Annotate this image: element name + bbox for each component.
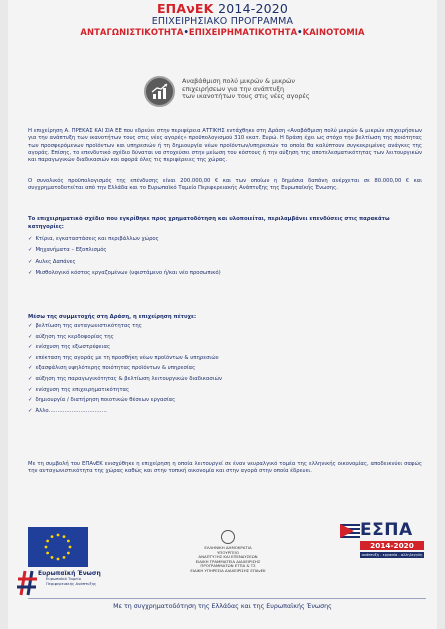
axis-innovation: ΚΑΙΝΟΤΟΜΙΑ: [302, 27, 365, 37]
checkmark-icon: ✓: [28, 354, 33, 361]
achievement-item: [28, 385, 422, 396]
investment-categories-list: [28, 234, 422, 279]
achievement-item: [28, 363, 422, 374]
achievement-item: [28, 342, 422, 353]
investment-category-item-label: Μηχανήματα – Εξοπλισμός: [35, 247, 107, 254]
poster-page: [8, 0, 437, 629]
achievement-item-label: αύξηση της κερδοφορίας της: [35, 333, 114, 340]
checkmark-icon: ✓: [28, 269, 33, 276]
intro-paragraph: Η επιχείρηση Α. ΠΡΕΚΑΣ ΚΑΙ ΣΙΑ ΕΕ που εδρεύει στην περιφέρεια ΑΤΤΙΚΗΣ εντάχθηκε στη Δράση «Αναβάθμιση πολύ μικρών & μικρών επιχειρήσεων για την ανάπτυξη των ικανοτήτων τους στις νέες αγορές» προϋπολογισμού 310 εκατ. Ευρώ. Η δράση έχει ως στόχο την βελτίωση της ποιότητας των προσφερόμενων προϊόντων και υπηρεσιών ή τη δημιουργία νέων προϊόντων/υπηρεσιών τα οποία θα καλύπτουν συγκεκριμένες ανάγκες της αγοράς. Επίσης, το επενδυτικό σχέδιο δύναται να στοχεύσει στην μείωση του κόστους ή την αύξηση της αποτελεσματικότητας των λειτουργικών και παραγωγικών διαδικασιών και αφορά όλες τις περιφέρειες της χώρας.: [28, 128, 422, 164]
gr-line-6: ΕΙΔΙΚΗ ΥΠΗΡΕΣΙΑ ΔΙΑΧΕΙΡΙΣΗΣ ΕΠΑνΕΚ: [190, 567, 266, 573]
axis-competitiveness: ΑΝΤΑΓΩΝΙΣΤΙΚΟΤΗΤΑ: [80, 27, 184, 37]
checkmark-icon: ✓: [28, 386, 33, 393]
programme-axes: [8, 27, 437, 37]
espa-tagline: ανάπτυξη - εργασία - αλληλεγγύη: [361, 553, 423, 557]
action-banner-text: [182, 78, 310, 101]
achievement-item-label: ενίσχυση της εξωστρέφειας: [35, 344, 111, 351]
cofunding-footer: Με τη συγχρηματοδότηση της Ελλάδας και της Ευρωπαϊκής Ένωσης: [113, 603, 332, 610]
eu-star: [63, 556, 66, 559]
greek-ministry-logo: [178, 530, 278, 574]
investment-category-item-label: Αυλες Δαπάνες: [35, 258, 76, 265]
investment-categories-title: Το επιχειρηματικό σχέδιο που εγκρίθηκε προς χρηματοδότηση και υλοποιείται, περιλαμβάνει επενδύσεις στις παρακάτω κατηγορίες:: [28, 216, 390, 230]
brand-name: ΕΠΑνΕΚ: [156, 1, 214, 16]
checkmark-icon: ✓: [28, 247, 33, 254]
investment-category-item: [28, 245, 422, 256]
achievement-item-label: επέκταση της αγοράς με τη προσθήκη νέων προϊόντων & υπηρεσιών: [35, 354, 219, 361]
investment-category-item-label: Μισθολογικό κόστος εργαζομένων (υφιστάμενο ή/και νέο προσωπικό): [35, 269, 221, 276]
checkmark-icon: ✓: [28, 344, 33, 351]
achievement-item-label: δημιουργία / διατήρηση ποιοτικών θέσεων εργασίας: [35, 397, 176, 404]
banner-line-3: των ικανοτήτων τους στις νέες αγορές: [182, 92, 310, 100]
achievement-item-label: εξασφάλιση υψηλότερης ποιότητας προϊόντων & υπηρεσίας: [35, 365, 196, 372]
brand-years: 2014-2020: [218, 1, 289, 16]
achievement-item-label: Άλλο……………………………: [35, 407, 107, 414]
achievement-item: [28, 321, 422, 332]
gr-line-1: ΕΛΛΗΝΙΚΗ ΔΗΜΟΚΡΑΤΙΑ: [204, 545, 252, 550]
hashtag-logo-icon: [16, 569, 38, 597]
achievement-item: [28, 395, 422, 406]
eu-star: [67, 540, 70, 543]
investment-category-item: [28, 234, 422, 245]
eu-star: [67, 552, 70, 555]
eu-star: [51, 535, 54, 538]
checkmark-icon: ✓: [28, 236, 33, 242]
budget-paragraph: Ο συνολικός προϋπολογισμός της επένδυσης είναι 200.000,00 € και των οποίων η δημόσια δαπάνη ανέρχεται σε 80.000,00 € και συγχρηματοδοτείται από την Ελλάδα και το Ευρωπαϊκό Ταμείο Περιφερειακής Ανάπτυξης της Ευρωπαϊκής Ένωσης.: [28, 178, 422, 192]
checkmark-icon: ✓: [28, 375, 33, 382]
achievements-title: Μέσω της συμμετοχής στη Δράση, η επιχείρηση πέτυχε:: [28, 314, 197, 320]
achievements-list: [28, 321, 422, 416]
poster-header: [8, 2, 437, 37]
achievement-item: [28, 353, 422, 364]
gr-line-2: ΥΠΟΥΡΓΕΙΟ: [217, 549, 239, 555]
axis-entrepreneurship: ΕΠΙΧΕΙΡΗΜΑΤΙΚΟΤΗΤΑ: [188, 27, 298, 37]
eu-star: [46, 540, 49, 543]
investment-category-item: [28, 268, 422, 279]
checkmark-icon: ✓: [28, 258, 33, 265]
espa-word: ΕΣΠΑ: [360, 520, 413, 540]
eu-star: [45, 546, 48, 549]
eu-fund-name: Ευρωπαϊκό Ταμείο Περιφερειακής Ανάπτυξης: [46, 576, 97, 586]
espa-years: 2014-2020: [360, 541, 424, 550]
gr-line-3: ΑΝΑΠΤΥΞΗΣ ΚΑΙ ΕΠΕΝΔΥΣΕΩΝ: [198, 554, 258, 560]
achievement-item: [28, 332, 422, 343]
axis-separator: •: [183, 27, 189, 37]
achievement-item-label: ενίσχυση της επιχειρηματικότητας: [35, 386, 130, 393]
eu-name: Ευρωπαϊκή Ένωση: [38, 570, 101, 577]
gr-line-4: ΕΙΔΙΚΗ ΓΡΑΜΜΑΤΕΙΑ ΔΙΑΧΕΙΡΙΣΗΣ: [195, 558, 261, 564]
bar-chart-growth-icon: [144, 76, 175, 107]
eu-star: [69, 546, 72, 549]
checkmark-icon: ✓: [28, 333, 33, 340]
eu-star: [57, 534, 60, 537]
eu-star: [46, 552, 49, 555]
programme-brand: [8, 2, 437, 16]
eu-star: [63, 535, 66, 538]
axis-separator: •: [297, 27, 303, 37]
closing-paragraph: Με τη συμβολή του ΕΠΑνΕΚ ενισχύθηκε η επιχείρηση η οποία λειτουργεί σε έναν νευραλγικό τομέα της ελληνικής οικονομίας, αποδεικνύει σαφώς την ανταγωνιστικότητα της χώρας καθώς και στην τοπική οικονομία και στην αγορά στην οποία έδρευει.: [28, 461, 422, 475]
eu-star: [51, 556, 54, 559]
footer-divider: [28, 598, 426, 599]
achievement-item-label: βελτίωση της ανταγωνιστικότητας της: [35, 323, 142, 329]
checkmark-icon: ✓: [28, 407, 33, 414]
achievement-item: [28, 406, 422, 417]
achievement-item-label: αύξηση της παραγωγικότητας & βελτίωση λειτουργικών διαδικασιών: [35, 375, 222, 382]
checkmark-icon: ✓: [28, 323, 33, 329]
action-banner: [144, 77, 404, 112]
eu-star: [57, 558, 60, 561]
eu-flag-logo: [28, 527, 88, 567]
investment-category-item-label: Κτίρια, εγκαταστάσεις και περιβάλλων χώρος: [35, 236, 159, 242]
investment-category-item: [28, 257, 422, 268]
flag-icon: [340, 524, 360, 538]
checkmark-icon: ✓: [28, 365, 33, 372]
checkmark-icon: ✓: [28, 397, 33, 404]
banner-line-1: Αναβάθμιση πολύ μικρών & μικρών: [182, 77, 295, 85]
banner-line-2: επιχειρήσεων για την ανάπτυξη: [182, 84, 285, 93]
gr-line-5: ΠΡΟΓΡΑΜΜΑΤΩΝ ΕΤΠΑ & ΤΣ: [200, 563, 256, 569]
greek-emblem-icon: [221, 530, 235, 544]
achievement-item: [28, 374, 422, 385]
programme-title: ΕΠΙΧΕΙΡΗΣΙΑΚΟ ΠΡΟΓΡΑΜΜΑ: [151, 16, 294, 27]
